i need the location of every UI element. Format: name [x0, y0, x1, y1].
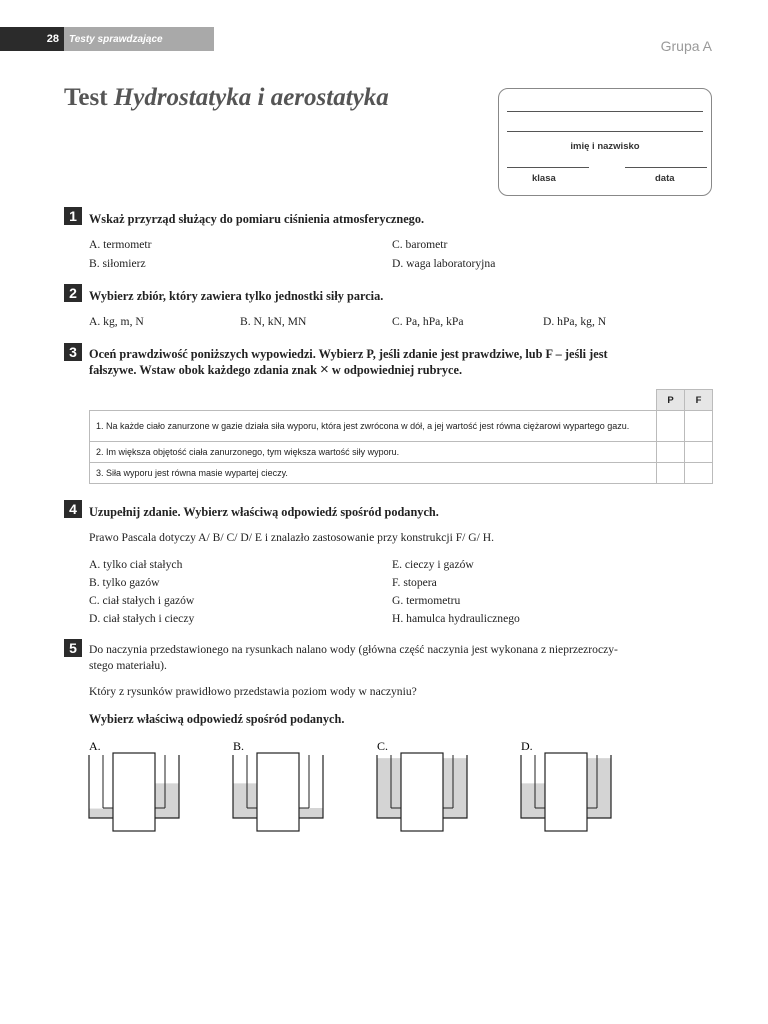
figure-label-b: B.: [233, 739, 245, 753]
title-topic: Hydrostatyka i aerostatyka: [113, 84, 389, 111]
task-5-instruction: Wybierz właściwą odpowiedź spośród podanych.: [89, 712, 345, 726]
opaque-block: [113, 753, 155, 831]
task-4-option-a[interactable]: A. tylko ciał stałych: [89, 558, 183, 571]
group-label: Grupa A: [660, 38, 712, 54]
task-1-option-d[interactable]: D. waga laboratoryjna: [392, 257, 496, 270]
left-water: [521, 783, 545, 818]
right-water: [299, 809, 323, 818]
figure-label-c: C.: [377, 739, 389, 753]
task-1-question: Wskaż przyrząd służący do pomiaru ciśnienia atmosferycznego.: [89, 212, 425, 226]
left-water: [377, 758, 401, 818]
task-2-option-b[interactable]: B. N, kN, MN: [240, 315, 307, 328]
task-2-number: 2: [64, 284, 82, 302]
task-4-option-g[interactable]: G. termometru: [392, 594, 461, 607]
right-water: [587, 758, 611, 818]
left-water: [89, 809, 113, 818]
name-label: imię i nazwisko: [570, 141, 640, 152]
task-1-option-b[interactable]: B. siłomierz: [89, 257, 146, 270]
column-header-f: F: [685, 390, 713, 411]
statement-1: 1. Na każde ciało zanurzone w gazie działa siła wyporu, która jest zwrócona w dół, a jej wartość jest równa ciężarowi wypartego gazu.: [90, 411, 657, 442]
task-1-option-a[interactable]: A. termometr: [89, 238, 152, 251]
task-5-number: 5: [64, 639, 82, 657]
task-4-option-b[interactable]: B. tylko gazów: [89, 576, 160, 589]
left-water: [233, 783, 257, 818]
task-3-question-line-2b: w odpowiedniej rubryce.: [331, 363, 463, 377]
task-4-question: Uzupełnij zdanie. Wybierz właściwą odpowiedź spośród podanych.: [89, 505, 439, 519]
task-4-option-e[interactable]: E. cieczy i gazów: [392, 558, 474, 571]
page-number: 28: [0, 27, 64, 51]
task-2-question: Wybierz zbiór, który zawiera tylko jednostki siły parcia.: [89, 289, 384, 303]
task-2-option-d[interactable]: D. hPa, kg, N: [543, 315, 607, 328]
task-1-option-c[interactable]: C. barometr: [392, 238, 448, 251]
task-1-number: 1: [64, 207, 82, 225]
task-3-question-line-2a: fałszywe. Wstaw obok każdego zdania znak: [89, 363, 317, 377]
task-5-text-line-1: Do naczynia przedstawionego na rysunkach nalano wody (główna część naczynia jest wykonana z nieprzezroczy-: [89, 643, 618, 656]
task-4-number: 4: [64, 500, 82, 518]
task-4-option-h[interactable]: H. hamulca hydraulicznego: [392, 612, 520, 625]
right-water: [155, 783, 179, 818]
class-label: klasa: [532, 173, 556, 184]
opaque-block: [545, 753, 587, 831]
task-4-sentence: Prawo Pascala dotyczy A/ B/ C/ D/ E i znalazło zastosowanie przy konstrukcji F/ G/ H.: [89, 531, 495, 544]
task-2-option-a[interactable]: A. kg, m, N: [89, 315, 144, 328]
section-label: Testy sprawdzające: [64, 27, 214, 51]
right-water: [443, 758, 467, 818]
task-5-text-line-2: stego materiału).: [89, 659, 167, 672]
opaque-block: [257, 753, 299, 831]
task-3-question-line-1: Oceń prawdziwość poniższych wypowiedzi. Wybierz P, jeśli zdanie jest prawdziwe, lub F – jeśli jest: [89, 347, 608, 361]
figure-label-d: D.: [521, 739, 533, 753]
opaque-block: [401, 753, 443, 831]
task-4-option-c[interactable]: C. ciał stałych i gazów: [89, 594, 195, 607]
task-4-option-f[interactable]: F. stopera: [392, 576, 437, 589]
task-2-option-c[interactable]: C. Pa, hPa, kPa: [392, 315, 464, 328]
task-3-number: 3: [64, 343, 82, 361]
title-prefix: Test: [64, 84, 108, 111]
statement-2: 2. Im większa objętość ciała zanurzonego, tym większa wartość siły wyporu.: [90, 442, 657, 463]
figure-label-a: A.: [89, 739, 101, 753]
task-4-option-d[interactable]: D. ciał stałych i cieczy: [89, 612, 195, 625]
x-mark-icon: ×: [320, 361, 329, 378]
statement-3: 3. Siła wyporu jest równa masie wypartej cieczy.: [90, 463, 657, 484]
column-header-p: P: [657, 390, 685, 411]
date-label: data: [655, 173, 675, 184]
task-5-question: Który z rysunków prawidłowo przedstawia poziom wody w naczyniu?: [89, 685, 417, 698]
